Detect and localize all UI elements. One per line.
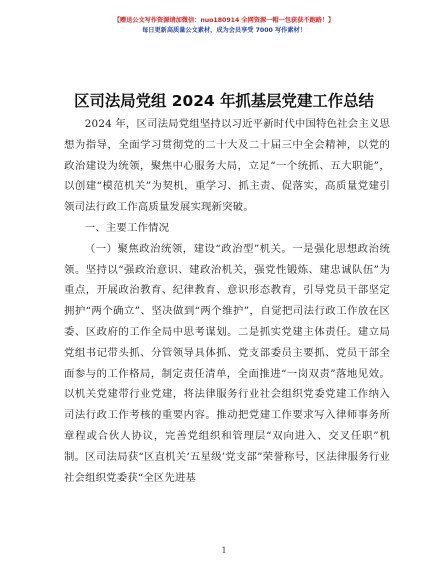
- section-paragraph: （一）聚焦政治统领，建设“政治型”机关。一是强化思想政治统领。坚持以“强政治意识、建政治机关，强党性锻炼、建忠诚队伍”为重点，开展政治教育、纪律教育、意识形态教育，引导党员干部坚定拥护“两个确立”、坚决做到“两个维护”，自觉把司法行政工作放在区委、区政府的工作全局中思考谋划。二是抓实党建主体责任。建立局党组书记带头抓、分管领导具体抓、党支部委员主要抓、党员干部全面参与的工作格局，制定责任清单，全面推进“一岗双责”落地见效。以机关党建带行业党建，将法律服务行业社会组织党委党建工作纳入司法行政工作考核的重要内容。推动把党建工作要求写入律师事务所章程或合伙人协议，完善党组织和管理层“双向进入、交叉任职”机制。区司法局获“区直机关‘五星级’党支部”荣誉称号，区法律服务行业社会组织党委获“全区先进基: [64, 242, 390, 484]
- document-body: [64, 114, 390, 488]
- page-number: 1: [221, 546, 227, 555]
- promo-banner-line-2: 每日更新高质量公文素材，成为会员享受 7000 写作素材！: [142, 27, 306, 34]
- intro-paragraph: 2024 年，区司法局党组坚持以习近平新时代中国特色社会主义思想为指导，全面学习贯彻党的二十大及二十届三中全会精神，以党的政治建设为统领，聚焦中心服务大局，立足“一个统抓、五大职能”，以创建“模范机关”为契机，重学习、抓主责、促落实，高质量党建引领司法行政工作高质量发展实现新突破。: [64, 118, 390, 214]
- promo-banner-line-1: 【赠送公文写作资源请加微信：nuo180914 全网资源一帽一包获获不跑路！】: [113, 17, 335, 24]
- section-heading: 一、主要工作情况: [84, 221, 170, 234]
- document-title: 区司法局党组 2024 年抓基层党建工作总结: [74, 92, 374, 110]
